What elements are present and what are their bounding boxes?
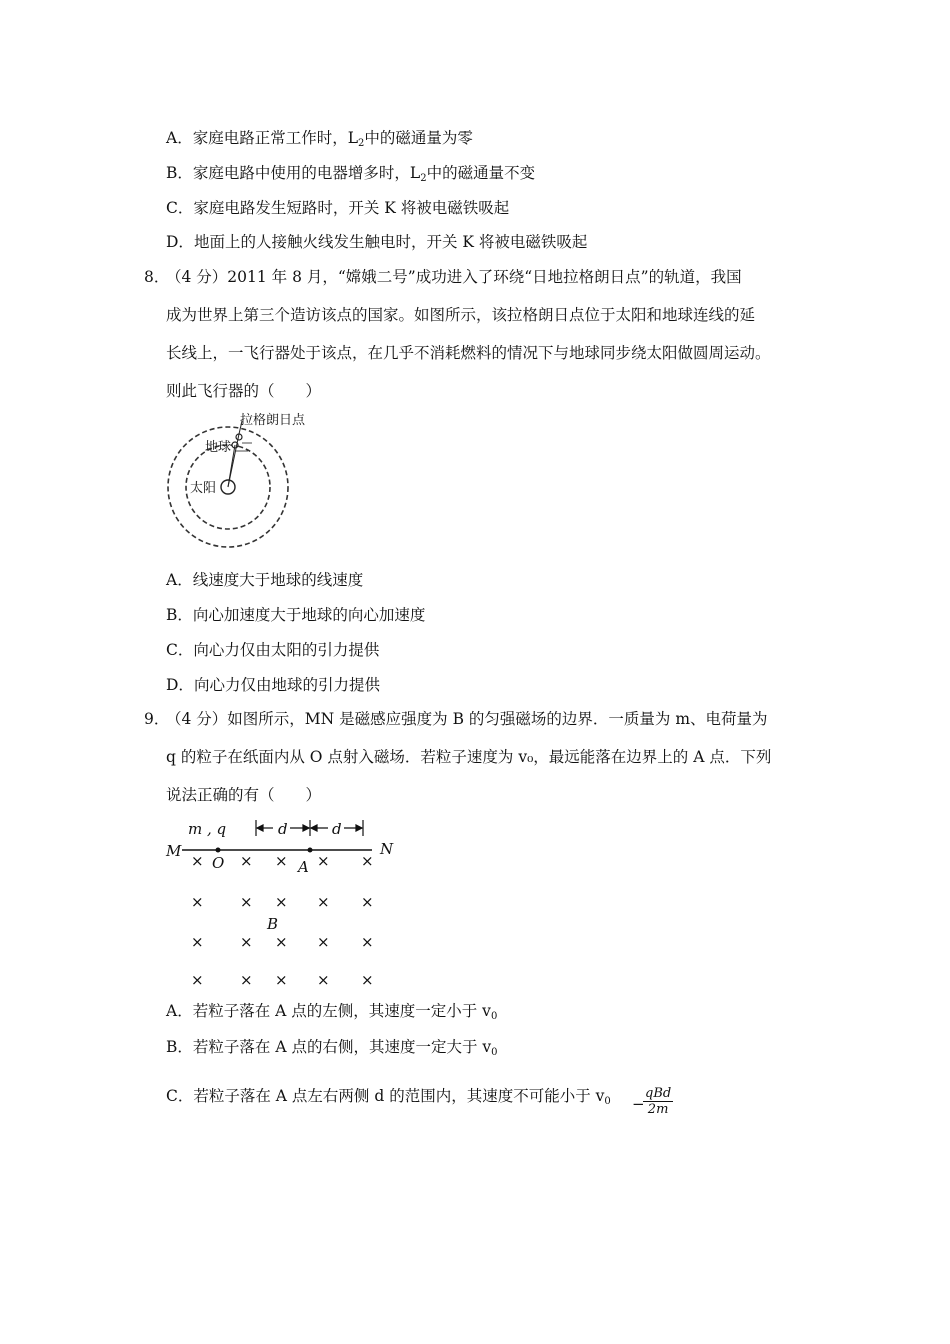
q8-option-d: D．向心力仅由地球的引力提供 [166,676,380,694]
sun-label: 太阳 [190,481,217,496]
fraction-denominator: 2m [647,1102,669,1117]
label-mq: m , q [188,820,227,838]
field-cross: × [191,971,204,989]
q7-option-c: C．家庭电路发生短路时，开关 K 将被电磁铁吸起 [166,199,510,217]
q9-option-a: A．若粒子落在 A 点的左侧，其速度一定小于 $v_0$ [166,1002,498,1022]
label-M: M [166,842,182,860]
fraction-numerator: qBd [645,1086,672,1101]
field-cross: × [240,852,253,870]
lagrange-label: 拉格朗日点 [240,413,306,428]
q9-stem-line-1: （4 分）如图所示，MN 是磁感应强度为 B 的匀强磁场的边界．一质量为 m、电荷量为 [166,710,768,728]
label-B: B [267,915,279,933]
magnetic-field-figure [160,812,410,992]
q7-option-d: D．地面上的人接触火线发生触电时，开关 K 将被电磁铁吸起 [166,233,588,251]
label-d-left: d [278,820,288,838]
q8-number: 8． [144,268,170,286]
q7-option-b: B．家庭电路中使用的电器增多时，$L_2$中的磁通量不变 [166,164,536,184]
field-cross: × [361,852,374,870]
field-cross: × [361,893,374,911]
q8-stem-line-3: 长线上，一飞行器处于该点，在几乎不消耗燃料的情况下与地球同步绕太阳做圆周运动。 [166,344,771,362]
q8-stem-line-4: 则此飞行器的（ ） [166,382,322,400]
q8-option-c: C．向心力仅由太阳的引力提供 [166,641,380,659]
label-d-right: d [332,820,342,838]
field-cross: × [317,933,330,951]
field-cross: × [361,971,374,989]
field-cross: × [275,852,288,870]
q9-stem-line-2: q 的粒子在纸面内从 O 点射入磁场．若粒子速度为 v₀，最远能落在边界上的 A 点．下列 [166,748,772,766]
label-A: A [298,858,309,876]
point-O [216,848,221,853]
q9-option-c-fraction [643,1086,673,1117]
q9-option-c: C．若粒子落在 A 点左右两侧 d 的范围内，其速度不可能小于 $v_0$ [166,1087,611,1107]
field-cross: × [191,893,204,911]
field-cross: × [275,971,288,989]
label-N: N [380,840,394,858]
q8-option-b: B．向心加速度大于地球的向心加速度 [166,606,426,624]
field-cross: × [317,852,330,870]
field-cross: × [191,933,204,951]
q9-number: 9． [144,710,170,728]
field-cross: × [240,933,253,951]
q7-option-a: A．家庭电路正常工作时，$L_2$中的磁通量为零 [166,129,473,149]
point-A [308,848,313,853]
field-cross: × [361,933,374,951]
earth-label: 地球 [205,440,232,455]
label-O: O [212,854,225,872]
lagrange-orbit-figure [160,405,310,560]
q8-stem-line-1: （4 分）2011 年 8 月，“嫦娥二号”成功进入了环绕“日地拉格朗日点”的轨道，我国 [166,268,742,286]
field-cross: × [240,893,253,911]
q9-option-b: B．若粒子落在 A 点的右侧，其速度一定大于 $v_0$ [166,1038,498,1058]
q8-stem-line-2: 成为世界上第三个造访该点的国家。如图所示，该拉格朗日点位于太阳和地球连线的延 [166,306,756,324]
q9-option-c-minus: − [632,1095,645,1113]
q8-option-a: A．线速度大于地球的线速度 [166,571,364,589]
field-cross: × [191,852,204,870]
field-cross: × [317,893,330,911]
field-cross: × [275,893,288,911]
field-cross: × [275,933,288,951]
field-cross: × [240,971,253,989]
field-cross: × [317,971,330,989]
q9-stem-line-3: 说法正确的有（ ） [166,786,322,804]
